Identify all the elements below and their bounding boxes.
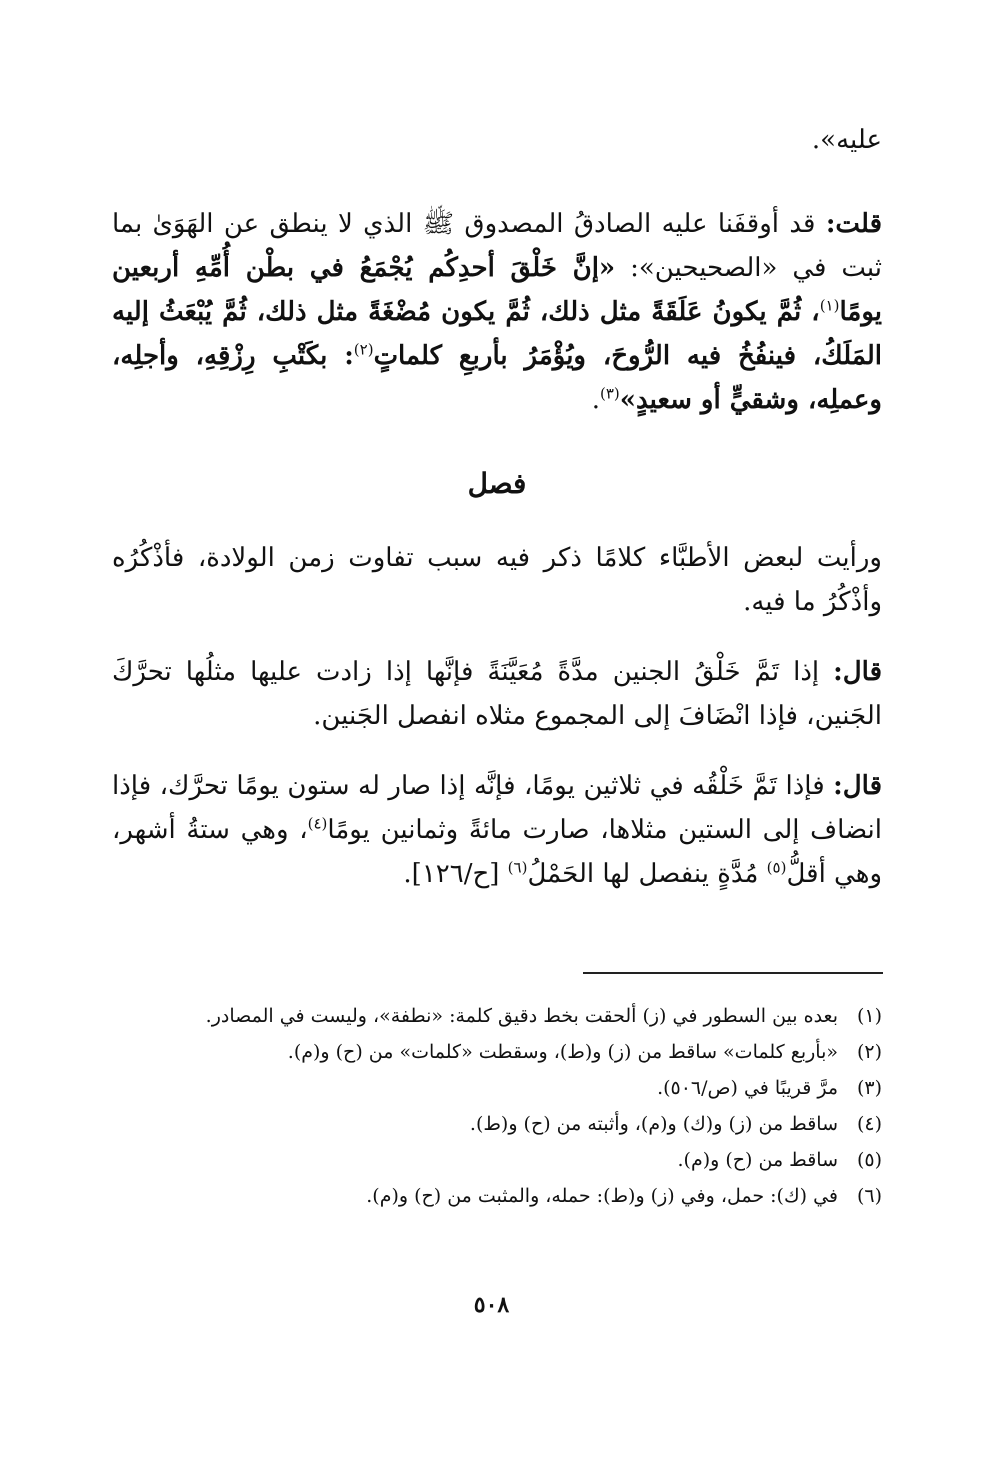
hadith-text: ، ثُمَّ يكونُ عَلَقَةً مثل ذلك، ثُمَّ يكون مُضْغَةً مثل ذلك، ثُمَّ يُبْعَثُ إليه المَلَكُ، فينفُخُ فيه الرُّوحَ، ويُؤْمَرُ بأربعِ كلماتٍ [112,297,882,371]
footnote-text: في (ك): حمل، وفي (ز) و(ط): حمله، والمثبت من (ح) و(م). [366,1185,838,1207]
footnote-text: ساقط من (ز) و(ك) و(م)، وأثبته من (ح) و(ط). [469,1113,838,1135]
paragraph-lead: قال: [833,771,882,801]
footnote-text: «بأربع كلمات» ساقط من (ز) و(ط)، وسقطت «كلمات» من (ح) و(م). [287,1041,838,1063]
paragraph-text: قد أوقفَنا عليه الصادقُ المصدوق ﷺ الذي لا ينطق عن الهَوَىٰ بما ثبت في «الصحيحين»: [112,209,882,283]
footnote-item [112,1142,882,1178]
hadith-text: «إنَّ خَلْقَ أحدِكُم يُجْمَعُ في بطْن أُمِّهِ أربعين يومًا [112,253,882,327]
footnote-marker: (٢) [353,340,374,359]
paragraph-qala-1 [112,650,882,738]
footnote-number: (٥) [856,1149,882,1171]
footnote-item [112,1106,882,1142]
footnote-number: (٦) [856,1185,882,1207]
page-number: ٥٠٨ [473,1292,510,1318]
paragraph-qultu [112,202,882,422]
paragraph-qala-2 [112,764,882,896]
footnote-item [112,998,882,1034]
footnote-number: (٢) [856,1041,882,1063]
footnote-number: (٣) [856,1077,882,1099]
paragraph-text: مُدَّةٍ ينفصل لها الحَمْلُ [527,859,767,889]
footnote-item [112,1178,882,1214]
paragraph-intro: ورأيت لبعض الأطبَّاء كلامًا ذكر فيه سبب تفاوت زمن الولادة، فأذْكُرُه وأذْكُرُ ما فيه. [112,543,882,617]
opening-fragment: عليه». [811,125,882,155]
paragraph-text: إذا تَمَّ خَلْقُ الجنين مدَّةً مُعَيَّنَةً فإنَّها إذا زادت عليها مثلُها تحرَّكَ الجَنين، فإذا انْضَافَ إلى المجموع مثلاه انفصل الجَنين. [112,657,882,731]
footnote-marker: (٥) [766,858,787,877]
paragraph-text: فإذا تَمَّ خَلْقُه في ثلاثين يومًا، فإنَّه إذا صار له ستون يومًا تحرَّك، فإذا انضاف إلى الستين مثلاها، صارت مائةً وثمانين يومًا [112,771,882,845]
footnote-separator [583,972,883,974]
footnote-marker: (٣) [600,384,620,403]
hadith-text: : بكَتْبِ رِزْقِهِ، وأجلِه، وعملِه، وشقيٍّ أو سعيدٍ» [112,341,882,415]
footnote-text: ساقط من (ح) و(م). [677,1149,838,1171]
footnote-text: مرَّ قريبًا في (ص/٥٠٦). [657,1077,838,1099]
paragraph-lead: قال: [833,657,882,687]
footnote-number: (١) [856,1005,882,1027]
paragraph-text: ، وهي ستةُ أشهر، وهي أقلُّ [112,815,882,889]
manuscript-page-ref: [ح/١٢٦]. [403,859,508,889]
footnote-number: (٤) [856,1113,882,1135]
page-body [112,118,882,896]
section-heading: فصل [467,467,527,500]
footnote-marker: (١) [819,296,840,315]
paragraph-lead: قلت: [825,209,882,239]
footnote-text: بعده بين السطور في (ز) ألحقت بخط دقيق كلمة: «نطفة»، وليست في المصادر. [205,1005,838,1027]
footnotes-list [112,998,882,1214]
footnote-item [112,1034,882,1070]
footnote-marker: (٦) [507,858,528,877]
footnote-item [112,1070,882,1106]
paragraph-end: . [591,385,600,415]
footnote-marker: (٤) [307,814,328,833]
